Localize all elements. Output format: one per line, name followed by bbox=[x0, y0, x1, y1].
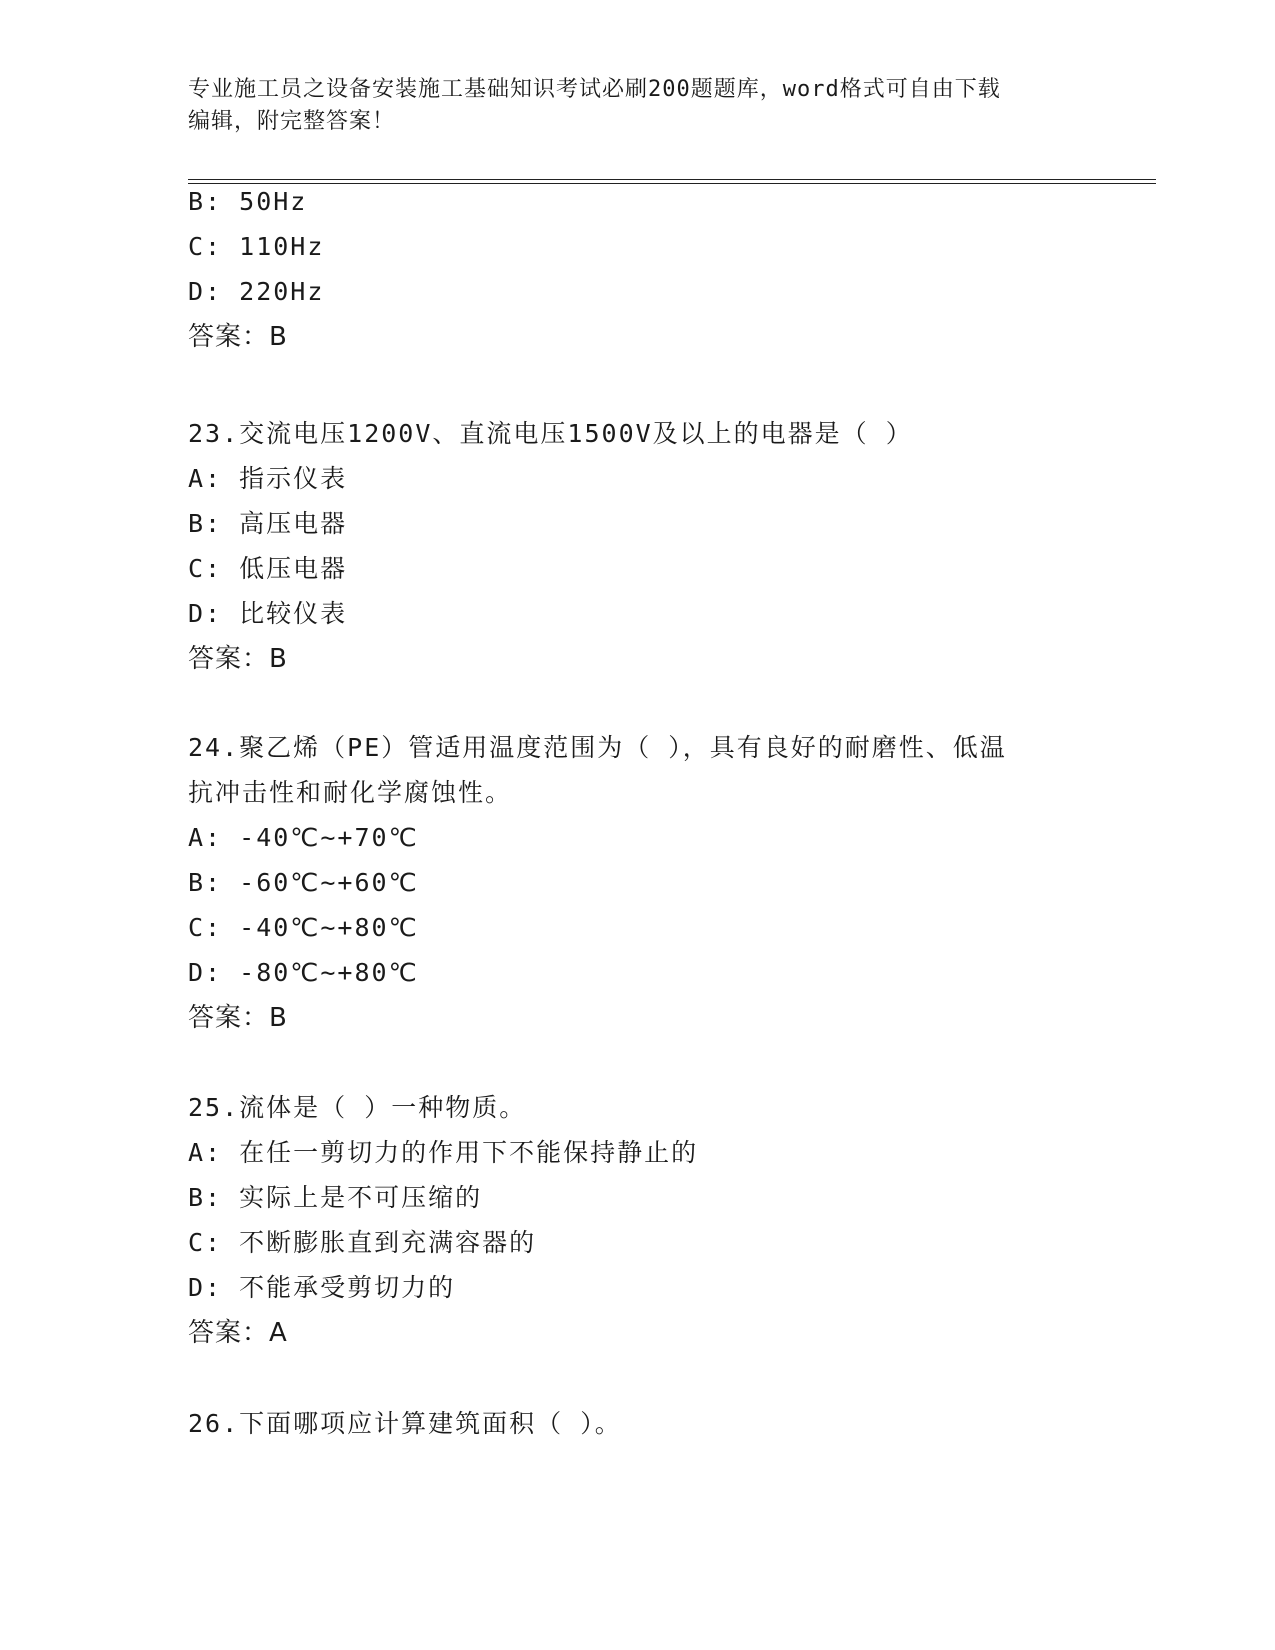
header-divider-bottom bbox=[188, 183, 1156, 184]
q26-stem: 26.下面哪项应计算建筑面积（ ）。 bbox=[188, 1409, 622, 1438]
q24-stem-line2: 抗冲击性和耐化学腐蚀性。 bbox=[188, 778, 513, 807]
q25-option-c: C: 不断膨胀直到充满容器的 bbox=[188, 1228, 537, 1257]
q24-option-a: A: -40℃~+70℃ bbox=[188, 823, 419, 852]
q23-option-c: C: 低压电器 bbox=[188, 554, 348, 583]
q24-option-c: C: -40℃~+80℃ bbox=[188, 913, 419, 942]
q24-answer: 答案：B bbox=[188, 1003, 288, 1033]
q25-answer: 答案：A bbox=[188, 1318, 288, 1348]
header-title-line1: 专业施工员之设备安装施工基础知识考试必刷200题题库，word格式可自由下载 bbox=[188, 77, 1001, 102]
q22-option-c: C: 110Hz bbox=[188, 232, 325, 261]
document-header bbox=[188, 74, 1088, 138]
q24-option-b: B: -60℃~+60℃ bbox=[188, 868, 419, 897]
header-title-line2: 编辑，附完整答案！ bbox=[188, 109, 396, 134]
q25-option-d: D: 不能承受剪切力的 bbox=[188, 1273, 456, 1302]
q22-option-b: B: 50Hz bbox=[188, 187, 308, 216]
q23-option-b: B: 高压电器 bbox=[188, 509, 348, 538]
q23-stem: 23.交流电压1200V、直流电压1500V及以上的电器是（ ） bbox=[188, 419, 913, 448]
q22-answer: 答案：B bbox=[188, 322, 288, 352]
header-divider-top bbox=[188, 179, 1156, 180]
q25-option-a: A: 在任一剪切力的作用下不能保持静止的 bbox=[188, 1138, 699, 1167]
q25-option-b: B: 实际上是不可压缩的 bbox=[188, 1183, 483, 1212]
q23-option-a: A: 指示仪表 bbox=[188, 464, 348, 493]
q24-option-d: D: -80℃~+80℃ bbox=[188, 958, 419, 987]
q22-option-d: D: 220Hz bbox=[188, 277, 325, 306]
q23-option-d: D: 比较仪表 bbox=[188, 599, 348, 628]
q23-answer: 答案：B bbox=[188, 644, 288, 674]
q25-stem: 25.流体是（ ）一种物质。 bbox=[188, 1093, 527, 1122]
q24-stem-line1: 24.聚乙烯（PE）管适用温度范围为（ ），具有良好的耐磨性、低温 bbox=[188, 733, 1007, 762]
